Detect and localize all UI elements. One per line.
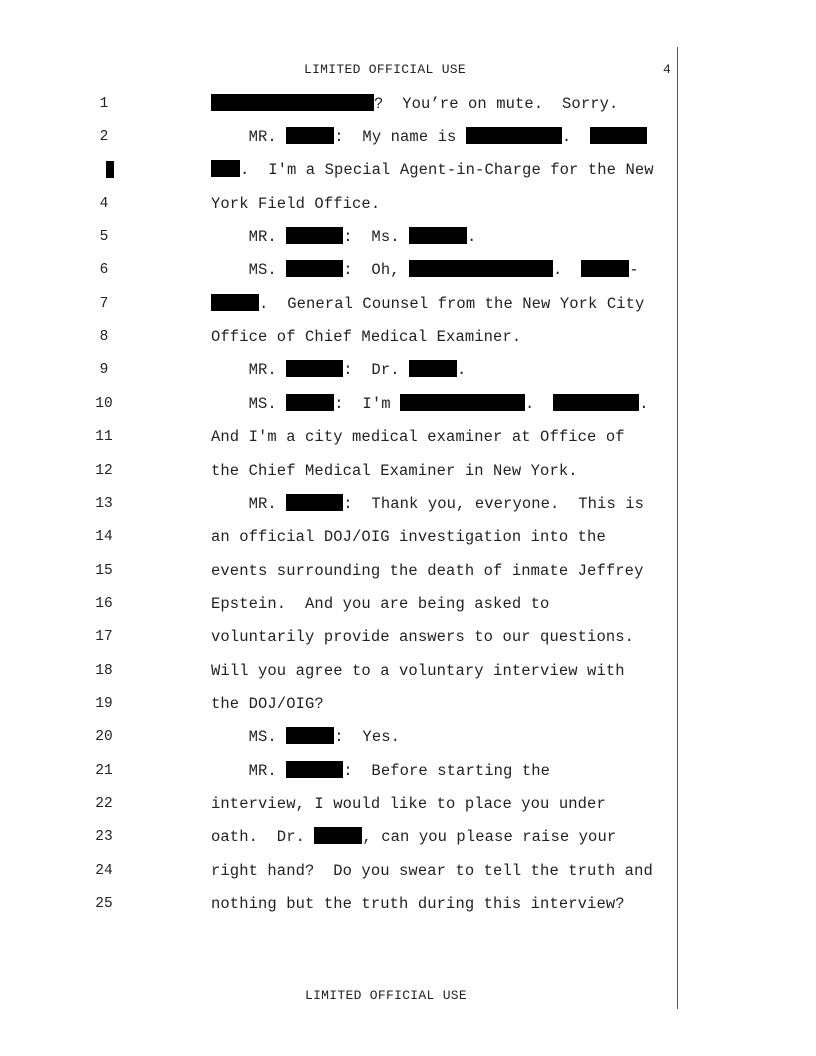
text-segment: : Before starting the — [343, 762, 551, 780]
page-header: LIMITED OFFICIAL USE — [303, 62, 467, 77]
line-number: 16 — [95, 596, 113, 612]
redaction — [553, 394, 639, 411]
page-footer: LIMITED OFFICIAL USE — [304, 988, 468, 1003]
transcript-line-7 — [0, 294, 677, 327]
line-text — [211, 360, 466, 380]
line-number: 25 — [95, 896, 113, 912]
transcript-line-17 — [0, 627, 677, 660]
text-segment: oath. Dr. — [211, 828, 315, 846]
transcript-line-22 — [0, 794, 677, 827]
redaction — [286, 127, 334, 144]
transcript-line-13 — [0, 494, 677, 527]
redacted-line-number — [106, 161, 114, 178]
line-number: 2 — [99, 129, 109, 145]
line-number: 8 — [99, 329, 109, 345]
text-segment: MS. — [211, 395, 287, 413]
transcript-line-2 — [0, 127, 677, 160]
text-segment: : My name is — [334, 128, 466, 146]
redaction — [211, 160, 240, 177]
line-text — [211, 227, 476, 247]
text-segment: MS. — [211, 728, 287, 746]
transcript-line-21 — [0, 761, 677, 794]
line-text — [211, 127, 647, 147]
line-number: 14 — [95, 529, 113, 545]
redaction — [286, 494, 343, 511]
text-segment: . — [467, 228, 477, 246]
transcript-line-25 — [0, 894, 677, 927]
line-number: 1 — [99, 96, 109, 112]
text-segment: , can you please raise your — [362, 828, 617, 846]
line-number: 12 — [95, 463, 113, 479]
line-number: 21 — [95, 763, 113, 779]
text-segment: : I'm — [334, 395, 401, 413]
text-segment: ? You’re on mute. Sorry. — [374, 95, 619, 113]
line-number: 9 — [99, 362, 109, 378]
transcript-line-14 — [0, 527, 677, 560]
transcript-line-11 — [0, 427, 677, 460]
text-segment: MS. — [211, 261, 287, 279]
line-text: interview, I would like to place you under — [211, 795, 606, 813]
text-segment: . — [457, 361, 467, 379]
text-segment: MR. — [211, 762, 287, 780]
redaction — [409, 227, 467, 244]
transcript-line-18 — [0, 661, 677, 694]
line-text — [211, 260, 639, 280]
line-text — [211, 160, 654, 180]
redaction — [590, 127, 647, 144]
line-number: 7 — [99, 296, 109, 312]
text-segment: : Thank you, everyone. This is — [343, 495, 645, 513]
line-number: 22 — [95, 796, 113, 812]
transcript-line-12 — [0, 461, 677, 494]
page-number: 4 — [663, 62, 671, 77]
line-number: 11 — [95, 429, 113, 445]
line-text: events surrounding the death of inmate Jeffrey — [211, 562, 644, 580]
redaction — [286, 227, 343, 244]
redaction — [286, 260, 343, 277]
line-number: 13 — [95, 496, 113, 512]
line-text: the DOJ/OIG? — [211, 695, 324, 713]
line-number: 18 — [95, 663, 113, 679]
transcript-line-5 — [0, 227, 677, 260]
text-segment: . — [639, 395, 649, 413]
line-number: 19 — [95, 696, 113, 712]
line-number: 6 — [99, 262, 109, 278]
transcript-line-19 — [0, 694, 677, 727]
text-segment: MR. — [211, 361, 287, 379]
line-text: Epstein. And you are being asked to — [211, 595, 550, 613]
text-segment: - — [629, 261, 639, 279]
line-text: And I'm a city medical examiner at Office of — [211, 428, 625, 446]
line-text: nothing but the truth during this interview? — [211, 895, 625, 913]
line-text: York Field Office. — [211, 195, 381, 213]
line-text — [211, 394, 649, 414]
text-segment: . — [561, 128, 591, 146]
line-number: 17 — [95, 629, 113, 645]
redaction — [286, 727, 334, 744]
redaction — [286, 360, 343, 377]
transcript-line-8 — [0, 327, 677, 360]
transcript-line-6 — [0, 260, 677, 293]
text-segment: MR. — [211, 128, 287, 146]
redaction — [314, 827, 362, 844]
text-segment: : Dr. — [343, 361, 410, 379]
text-segment: . — [525, 395, 554, 413]
line-text — [211, 761, 550, 781]
text-segment: . General Counsel from the New York City — [259, 295, 645, 313]
transcript-line-20 — [0, 727, 677, 760]
line-text — [211, 827, 616, 847]
transcript-line-23 — [0, 827, 677, 860]
text-segment: . I'm a Special Agent-in-Charge for the New — [240, 161, 654, 179]
line-number: 15 — [95, 563, 113, 579]
redaction — [409, 360, 457, 377]
redaction — [581, 260, 629, 277]
line-text — [211, 94, 618, 114]
redaction — [286, 394, 334, 411]
redaction — [409, 260, 553, 277]
transcript-line-15 — [0, 561, 677, 594]
transcript-line-16 — [0, 594, 677, 627]
transcript-line-4 — [0, 194, 677, 227]
line-text: voluntarily provide answers to our questions. — [211, 628, 635, 646]
transcript-line-24 — [0, 861, 677, 894]
transcript-line-9 — [0, 360, 677, 393]
line-text — [211, 727, 400, 747]
line-text: right hand? Do you swear to tell the truth and — [211, 862, 653, 880]
line-text: an official DOJ/OIG investigation into the — [211, 528, 606, 546]
line-text: Will you agree to a voluntary interview with — [211, 662, 625, 680]
redaction — [286, 761, 343, 778]
line-number: 23 — [95, 829, 113, 845]
transcript-line-3 — [0, 160, 677, 193]
right-margin-rule — [677, 47, 678, 1009]
transcript-line-10 — [0, 394, 677, 427]
text-segment: MR. — [211, 495, 287, 513]
transcript-line-1 — [0, 94, 677, 127]
redaction — [211, 294, 259, 311]
line-number: 4 — [99, 196, 109, 212]
text-segment: : Ms. — [343, 228, 410, 246]
text-segment: : Oh, — [343, 261, 410, 279]
redaction — [211, 94, 374, 111]
line-number: 24 — [95, 863, 113, 879]
line-text: Office of Chief Medical Examiner. — [211, 328, 522, 346]
text-segment: . — [553, 261, 582, 279]
line-text — [211, 294, 644, 314]
line-text — [211, 494, 644, 514]
line-text: the Chief Medical Examiner in New York. — [211, 462, 578, 480]
line-number: 5 — [99, 229, 109, 245]
line-number: 20 — [95, 729, 113, 745]
line-number: 10 — [95, 396, 113, 412]
redaction — [466, 127, 562, 144]
text-segment: MR. — [211, 228, 287, 246]
redaction — [400, 394, 525, 411]
text-segment: : Yes. — [334, 728, 401, 746]
